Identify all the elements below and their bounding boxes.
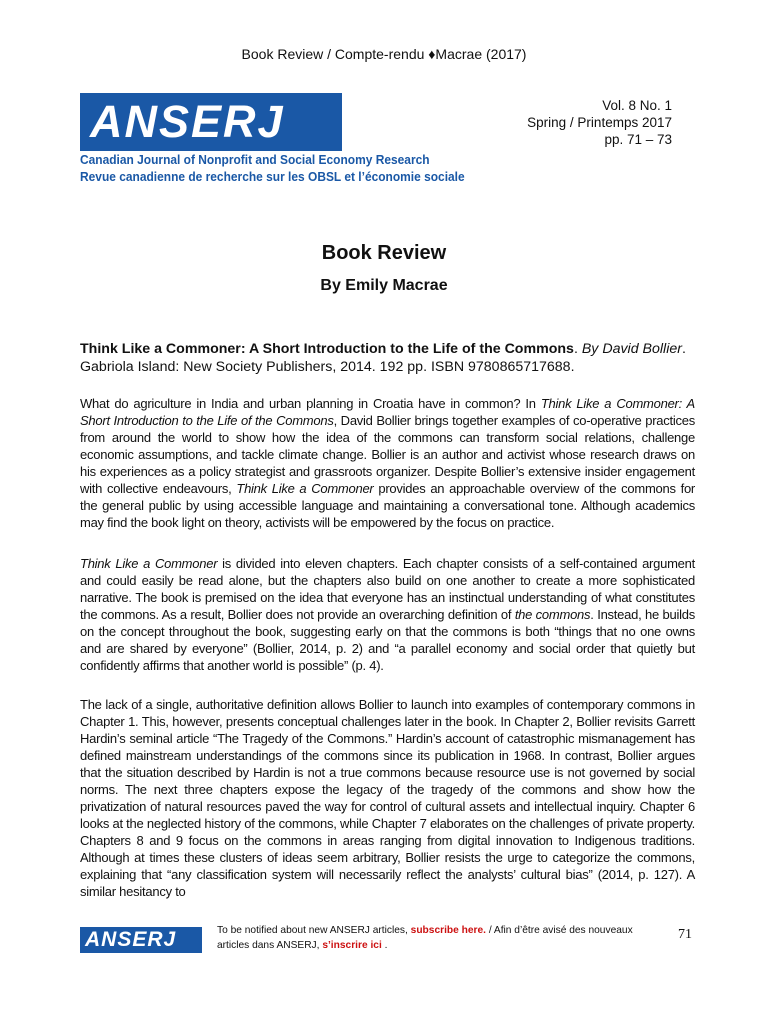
footer-anserj-logo: ANSERJ [80, 927, 202, 953]
p1-text-c: provides an approachable overview of the commons for the general public by using accessible language and maintaining a conversational tone. Although academics may find the book light on theory, activists will be empowered by the focus on practice. [80, 481, 696, 530]
footer-notice-a: To be notified about new ANSERJ articles, [217, 925, 411, 936]
p2-italic-title: Think Like a Commoner [80, 556, 218, 571]
body-paragraph-1 [80, 395, 695, 531]
footer-notice [217, 923, 657, 953]
article-type-title: Book Review [321, 242, 447, 264]
p1-text-a: What do agriculture in India and urban planning in Croatia have in common? In [80, 396, 541, 411]
body-paragraph-3: The lack of a single, authoritative definition allows Bollier to launch into examples of contemporary commons in Chapter 1. This, however, presents conceptual challenges later in the book. In Chapter 2, Bollier revisits Garrett Hardin’s seminal article “The Tragedy of the Commons.” Hardin’s account of catastrophic mismanagement has defined mainstream understandings of the commons since its publication in 1968. In contrast, Bollier argues that the situation described by Hardin is not a true commons because resource use is not governed by social norms. The next three chapters expose the legacy of the tragedy of the commons and show how the privatization of natural resources paved the way for control of cultural assets and intellectual inquiry. Chapter 6 looks at the neglected history of the commons, while Chapter 7 elaborates on the challenges of private property. Chapters 8 and 9 focus on the commons in areas ranging from digital innovation to Indigenous traditions. Although at times these clusters of ideas seem arbitrary, Bollier resists the urge to categorize the commons, explaining that “any classification system will necessarily reflect the analysts’ cultural bias” (2014, p. 127). A similar hesitancy to [80, 697, 695, 899]
issue-season: Spring / Printemps 2017 [527, 115, 672, 130]
volume-number: Vol. 8 No. 1 [602, 98, 672, 113]
page-range: pp. 71 – 73 [604, 132, 672, 147]
p1-text-b: , David Bollier brings together examples of co-operative practices from around the world to show how the idea of the commons can transform social relations, challenge economic assumptions, and tackle climate change. Bollier is an author and activist whose research draws on his experiences as a policy strategist and grassroots organizer. Despite Bollier’s extensive insider engagement with collective endeavours, [80, 413, 695, 496]
subscribe-link[interactable]: subscribe here. [410, 925, 486, 936]
inscrire-link[interactable]: s’inscrire ici [322, 940, 382, 951]
p2-italic-commons: the commons [514, 607, 591, 622]
book-publisher-info: Gabriola Island: New Society Publishers, 2014. 192 pp. ISBN 9780865717688. [80, 359, 575, 375]
journal-name-french: Revue canadienne de recherche sur les OBSL et l’économie sociale [80, 169, 465, 184]
running-header: Book Review / Compte-rendu ♦Macrae (2017) [241, 46, 527, 62]
anserj-logo: ANSERJ [80, 93, 342, 151]
footer-notice-b: / Afin d’être avisé des nouveaux articles dans ANSERJ, [217, 925, 633, 951]
book-title: Think Like a Commoner: A Short Introduction to the Life of the Commons [80, 341, 574, 357]
p1-italic-short-title: Think Like a Commoner [236, 481, 374, 496]
footer-notice-c: . [381, 940, 388, 951]
body-paragraph-2 [80, 555, 695, 674]
issue-info [527, 97, 672, 148]
book-author: By David Bollier [581, 341, 682, 357]
journal-name-english: Canadian Journal of Nonprofit and Social Economy Research [80, 152, 430, 167]
p2-text-a: is divided into eleven chapters. Each chapter consists of a self-contained argument and could easily be read alone, but the chapters also build on one another to create a more sophisticated narrative. The book is premised on the idea that everyone has an instinctual understanding of what constitutes the commons. As a result, Bollier does not provide an overarching definition of [80, 556, 695, 622]
p2-text-b: . Instead, he builds on the concept throughout the book, suggesting early on that the commons is both “things that no one owns and are shared by everyone” (Bollier, 2014, p. 2) and “a parallel economy and social order that quietly but confidently affirms that another world is possible” (p. 4). [80, 607, 695, 673]
page-number: 71 [678, 927, 692, 942]
article-byline: By Emily Macrae [320, 277, 448, 294]
p1-italic-title: Think Like a Commoner: A Short Introduction to the Life of the Commons [80, 396, 695, 428]
book-citation: Think Like a Commoner: A Short Introduction to the Life of the Commons. By David Bollier. Gabriola Island: New Society Publishers, 2014. 192 pp. ISBN 9780865717688. [80, 341, 686, 375]
